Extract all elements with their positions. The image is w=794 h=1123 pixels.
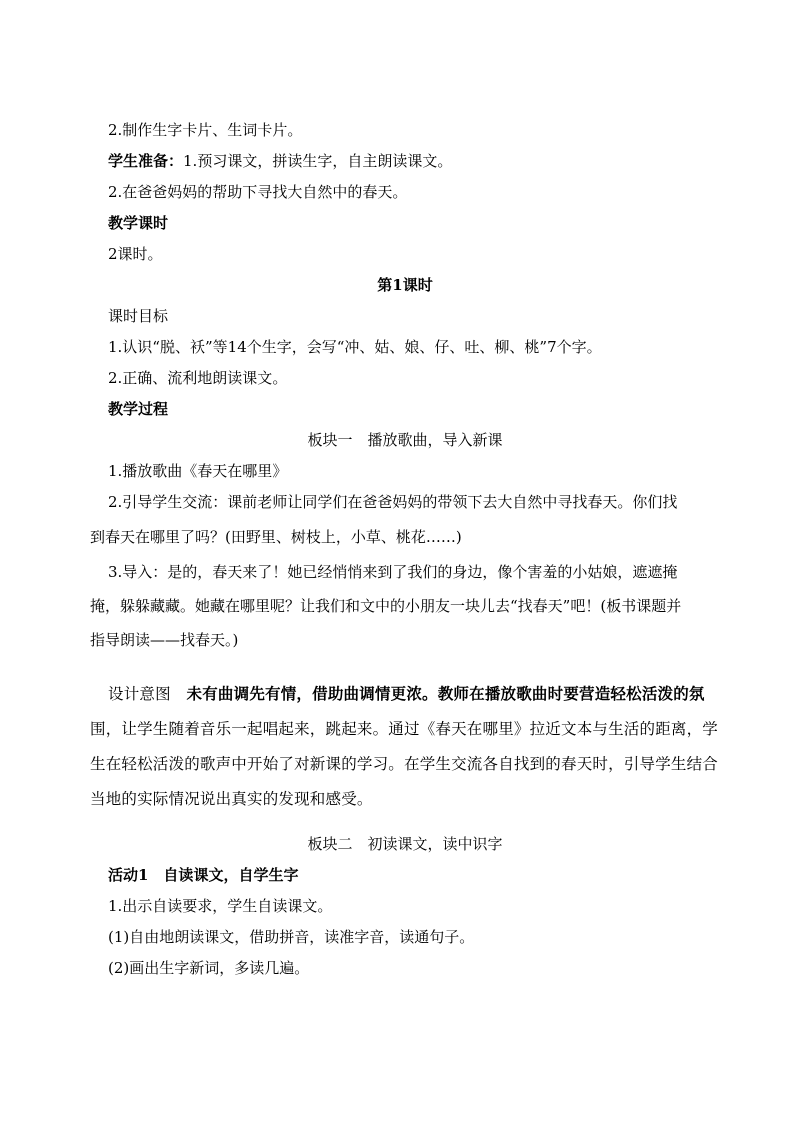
design-intent-line-1 <box>108 684 720 704</box>
student-prep-item-2: 2.在爸爸妈妈的帮助下寻找大自然中的春天。 <box>108 183 408 201</box>
design-intent-line-2: 围，让学生随着音乐一起唱起来，跳起来。通过《春天在哪里》拉近文本与生活的距离，学 <box>90 720 719 738</box>
heading-teaching-process: 教学过程 <box>108 400 169 418</box>
design-intent-line-3: 生在轻松活泼的歌声中开始了对新课的学习。在学生交流各自找到的春天时，引导学生结合 <box>90 755 719 773</box>
activity-1-sub-2: (2)画出生字新词，多读几遍。 <box>108 959 310 977</box>
student-prep-label: 学生准备： <box>108 152 184 170</box>
design-intent-text: 未有曲调先有情，借助曲调情更浓。教师在播放歌曲时要营造轻松活泼的氛 <box>170 684 705 703</box>
step-3-line-1: 3.导入：是的，春天来了！她已经悄悄来到了我们的身边，像个害羞的小姑娘，遮遮掩 <box>108 563 678 581</box>
activity-1-step-1: 1.出示自读要求，学生自读课文。 <box>108 897 333 915</box>
prep-item-2: 2.制作生字卡片、生词卡片。 <box>108 121 303 139</box>
heading-teaching-hours: 教学课时 <box>108 214 169 232</box>
goal-1: 1.认识“脱、袄”等14个生字，会写“冲、姑、娘、仔、吐、柳、桃”7个字。 <box>108 338 602 356</box>
heading-lesson-goals: 课时目标 <box>108 307 169 325</box>
design-intent-line-4: 当地的实际情况说出真实的发现和感受。 <box>90 790 373 808</box>
step-3-line-3: 指导朗读——找春天。) <box>90 631 239 649</box>
section-1-title: 板块一 播放歌曲，导入新课 <box>307 431 503 449</box>
step-2-line-2: 到春天在哪里了吗？(田野里、树枝上，小草、桃花……) <box>90 528 462 546</box>
activity-1-title: 活动1 自读课文，自学生字 <box>108 866 299 884</box>
goal-2: 2.正确、流利地朗读课文。 <box>108 369 288 387</box>
teaching-hours-value: 2课时。 <box>108 245 163 263</box>
step-1-play-song: 1.播放歌曲《春天在哪里》 <box>108 462 288 480</box>
student-prep-line <box>108 151 720 171</box>
design-intent-label: 设计意图 <box>108 685 171 703</box>
lesson-1-title: 第1课时 <box>377 276 433 294</box>
activity-1-sub-1: (1)自由地朗读课文，借助拼音，读准字音，读通句子。 <box>108 928 475 946</box>
section-2-title: 板块二 初读课文，读中识字 <box>307 835 503 853</box>
step-2-line-1: 2.引导学生交流：课前老师让同学们在爸爸妈妈的带领下去大自然中寻找春天。你们找 <box>108 493 678 511</box>
step-3-line-2: 掩，躲躲藏藏。她藏在哪里呢？让我们和文中的小朋友一块儿去“找春天”吧！(板书课题并 <box>90 597 682 615</box>
student-prep-text: 1.预习课文，拼读生字，自主朗读课文。 <box>183 152 453 170</box>
